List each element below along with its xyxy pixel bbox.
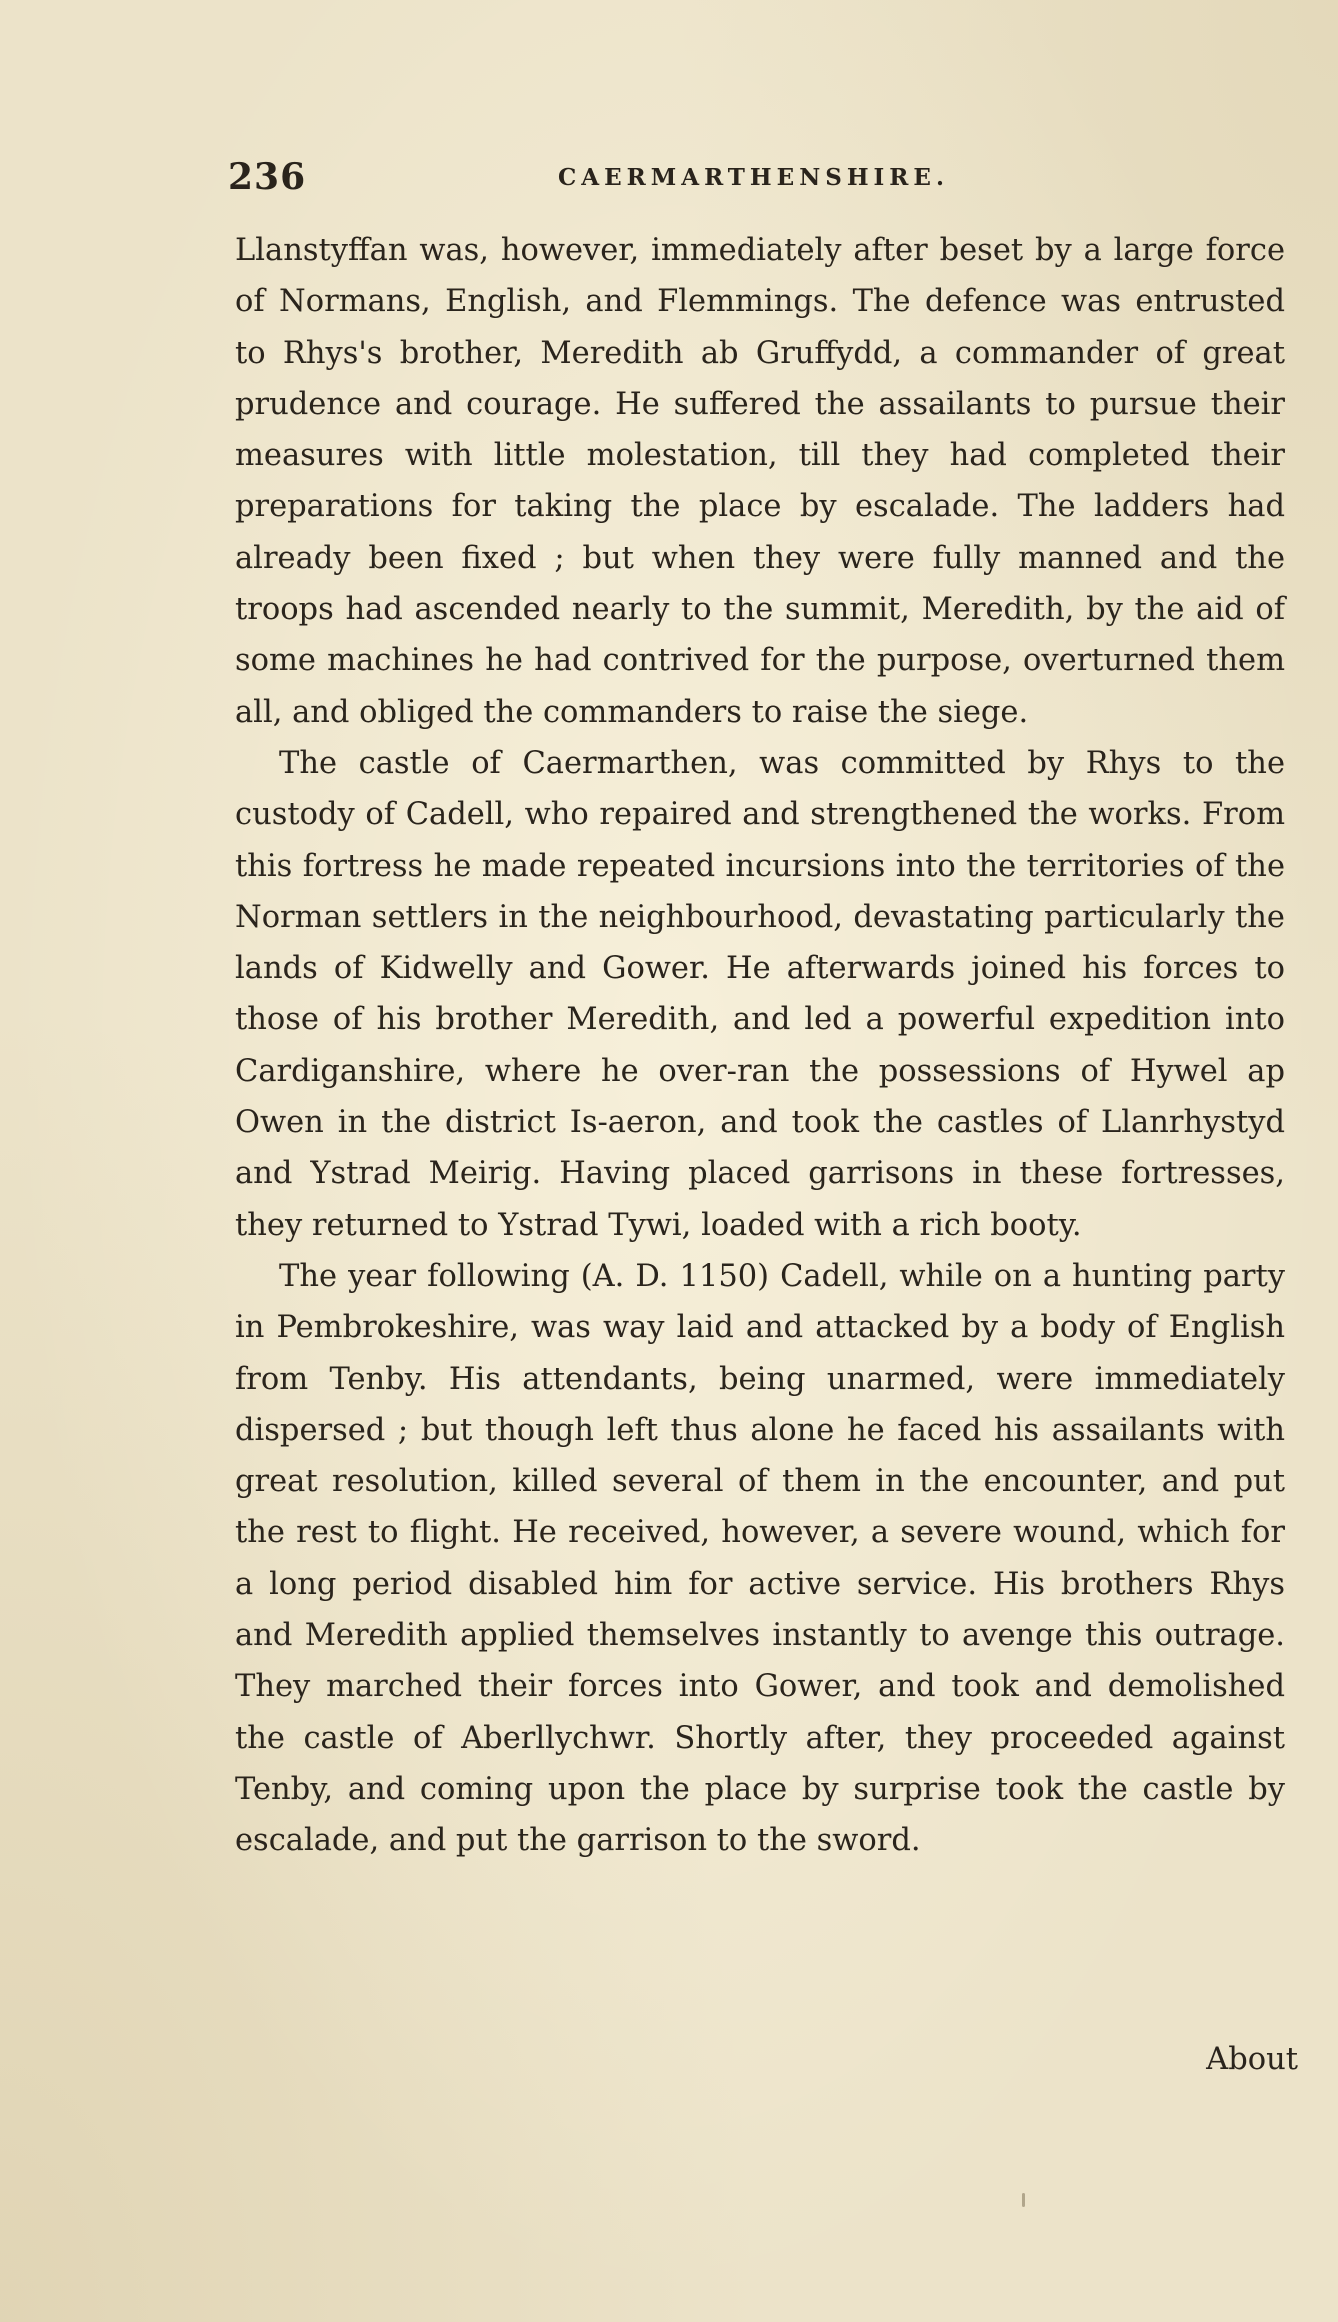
running-head: CAERMARTHENSHIRE. (558, 164, 949, 191)
catchword: About (1206, 2042, 1298, 2077)
paragraph: Llanstyffan was, however, immediately after beset by a large force of Normans, English, and Flemmings. The defence was entrusted to Rhys's brother, Meredith ab Gruffydd, a commander of great prudence and courage. He suffered the assailants to pursue their measures with little molestation, till they had completed their preparations for taking the place by escalade. The ladders had already been fixed ; but when they were fully manned and the troops had ascended nearly to the summit, Meredith, by the aid of some machines he had contrived for the purpose, overturned them all, and obliged the commanders to raise the siege. (235, 233, 1285, 730)
page-header (228, 156, 1298, 206)
page-number: 236 (228, 156, 307, 198)
paragraph: The year following (A. D. 1150) Cadell, while on a hunting party in Pembrokeshire, was way laid and attacked by a body of English from Tenby. His attendants, being unarmed, were immediately dispersed ; but though left thus alone he faced his assailants with great resolution, killed several of them in the encounter, and put the rest to flight. He received, however, a severe wound, which for a long period disabled him for active service. His brothers Rhys and Meredith applied themselves instantly to avenge this outrage. They marched their forces into Gower, and took and demolished the castle of Aberllychwr. Shortly after, they proceeded against Tenby, and coming upon the place by surprise took the castle by escalade, and put the garrison to the sword. (235, 1258, 1285, 1859)
paragraph: The castle of Caermarthen, was committed by Rhys to the custody of Cadell, who repaired and strengthened the works. From this fortress he made repeated incursions into the territories of the Norman settlers in the neighbourhood, devastating particularly the lands of Kidwelly and Gower. He afterwards joined his forces to those of his brother Meredith, and led a powerful expedition into Cardiganshire, where he over-ran the possessions of Hywel ap Owen in the district Is-aeron, and took the castles of Llanrhystyd and Ystrad Meirig. Having placed garrisons in these fortresses, they returned to Ystrad Tywi, loaded with a rich booty. (235, 745, 1285, 1243)
body-text (235, 225, 1285, 1867)
paper-speck (1022, 2193, 1025, 2207)
